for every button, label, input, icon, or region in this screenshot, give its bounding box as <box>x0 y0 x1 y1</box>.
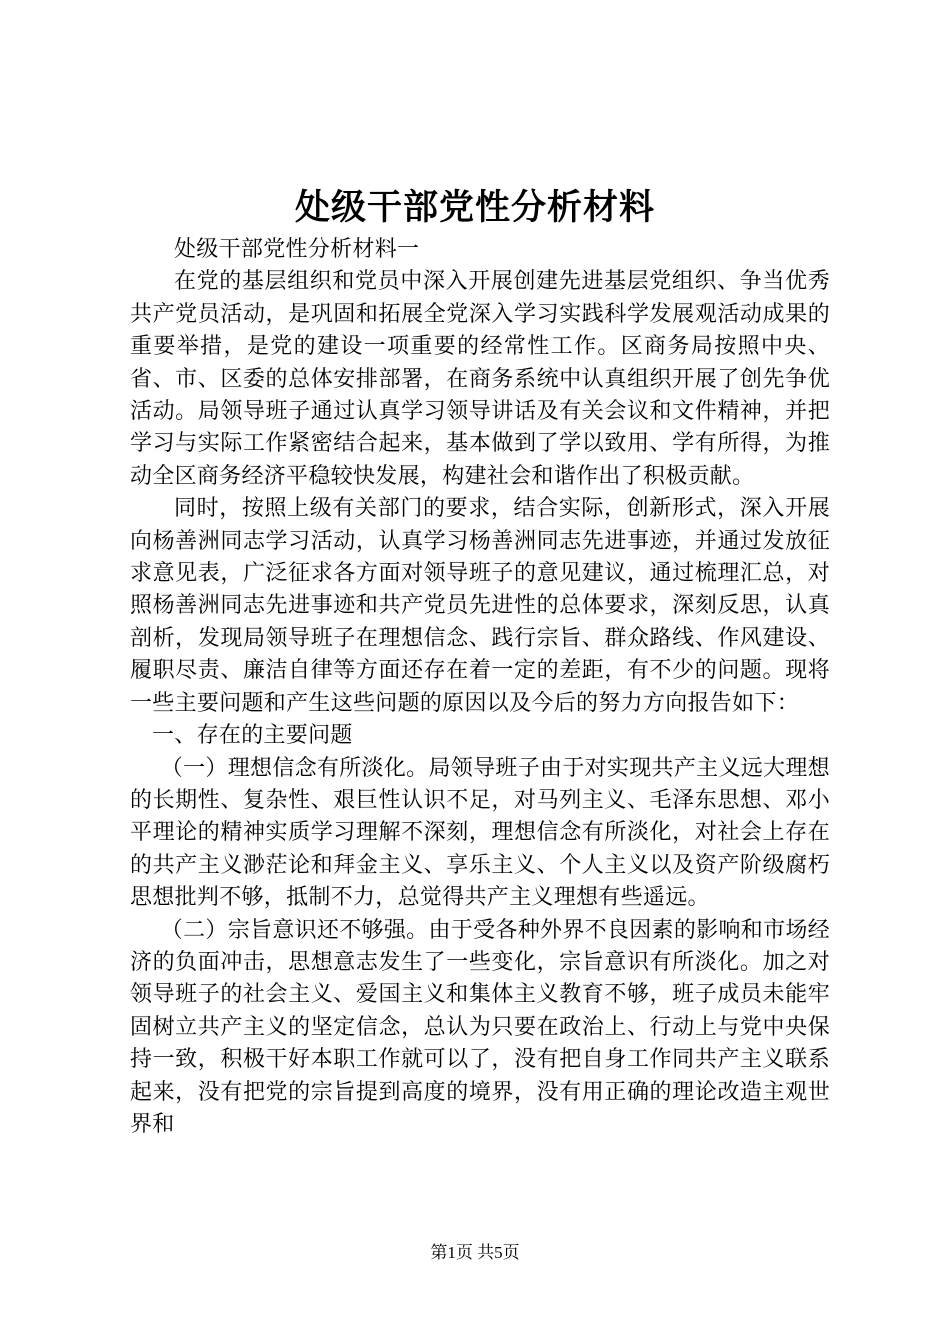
paragraph-purpose-awareness: （二）宗旨意识还不够强。由于受各种外界不良因素的影响和市场经济的负面冲击，思想意志发生了一些变化，宗旨意识有所淡化。加之对领导班子的社会主义、爱国主义和集体主义教育不够，班子成员未能牢固树立共产主义的坚定信念，总认为只要在政治上、行动上与党中央保持一致，积极干好本职工作就可以了，没有把自身工作同共产主义联系起来，没有把党的宗旨提到高度的境界，没有用正确的理论改造主观世界和 <box>130 917 830 1137</box>
paragraph-intro: 在党的基层组织和党员中深入开展创建先进基层党组织、争当优秀共产党员活动，是巩固和拓展全党深入学习实践科学发展观活动成果的重要举措，是党的建设一项重要的经常性工作。区商务局按照中央、省、市、区委的总体安排部署，在商务系统中认真组织开展了创先争优活动。局领导班子通过认真学习领导讲话及有关会议和文件精神，并把学习与实际工作紧密结合起来，基本做到了学以致用、学有所得，为推动全区商务经济平稳较快发展，构建社会和谐作出了积极贡献。 <box>130 269 830 489</box>
section-subtitle: 处级干部党性分析材料一 <box>174 237 420 262</box>
document-body <box>130 234 830 1141</box>
section-heading-main-problems: 一、存在的主要问题 <box>152 723 353 749</box>
document-title: 处级干部党性分析材料 <box>294 187 655 228</box>
page-footer: 第1页 共5页 <box>430 1243 520 1262</box>
paragraph-problems-overview: 同时，按照上级有关部门的要求，结合实际，创新形式，深入开展向杨善洲同志学习活动，认真学习杨善洲同志先进事迹，并通过发放征求意见表，广泛征求各方面对领导班子的意见建议，通过梳理汇总，对照杨善洲同志先进事迹和共产党员先进性的总体要求，深刻反思，认真剖析，发现局领导班子在理想信念、践行宗旨、群众路线、作风建设、履职尽责、廉洁自律等方面还存在着一定的差距，有不少的问题。现将一些主要问题和产生这些问题的原因以及今后的努力方向报告如下： <box>130 496 830 716</box>
paragraph-ideals-faith: （一）理想信念有所淡化。局领导班子由于对实现共产主义远大理想的长期性、复杂性、艰巨性认识不足，对马列主义、毛泽东思想、邓小平理论的精神实质学习理解不深刻，理想信念有所淡化，对社会上存在的共产主义渺茫论和拜金主义、享乐主义、个人主义以及资产阶级腐朽思想批判不够，抵制不力，总觉得共产主义理想有些遥远。 <box>130 755 830 911</box>
